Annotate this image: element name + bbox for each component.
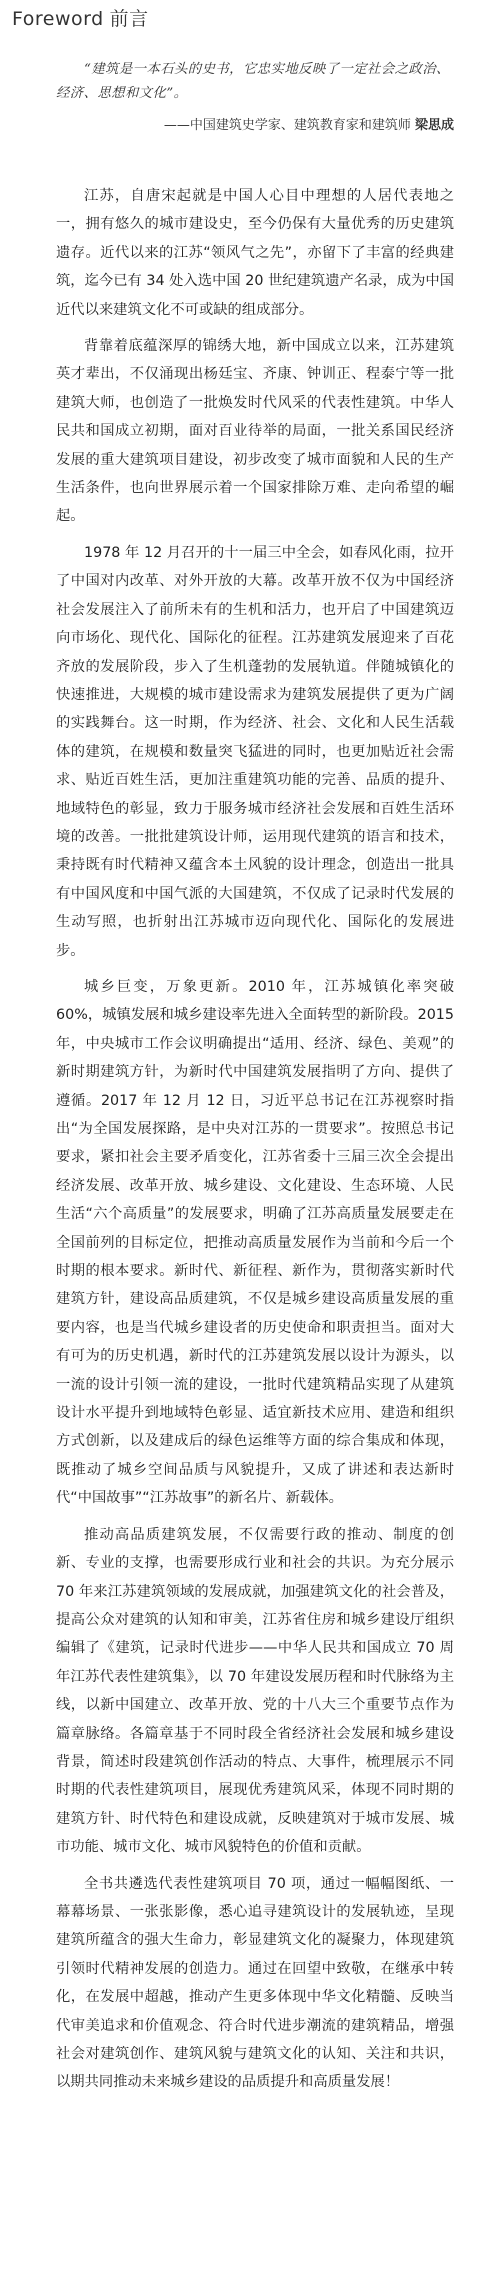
paragraph-6: 全书共遴选代表性建筑项目 70 项，通过一幅幅图纸、一幕幕场景、一张张影像，悉心追寻建筑设计的发展轨迹，呈现建筑所蕴含的强大生命力，彰显建筑文化的凝聚力，体现建筑引领时代精神发展的创造力。通过在回望中致敬，在继承中转化，在发展中超越，推动产生更多体现中华文化精髓、反映当代审美追求和价值观念、符合时代进步潮流的建筑精品，增强社会对建筑创作、建筑风貌与建筑文化的认知、关注和共识，以期共同推动未来城乡建设的品质提升和高质量发展！	[56, 1875, 454, 2091]
foreword-body	[56, 182, 454, 2105]
attribution-description: ——中国建筑史学家、建筑教育家和建筑师	[163, 118, 411, 133]
paragraph-3: 1978 年 12 月召开的十一届三中全会，如春风化雨，拉开了中国对内改革、对外开放的大幕。改革开放不仅为中国经济社会发展注入了前所未有的生机和活力，也开启了中国建筑迈向市场化、现代化、国际化的征程。江苏建筑发展迎来了百花齐放的发展阶段，步入了生机蓬勃的发展轨道。伴随城镇化的快速推进，大规模的城市建设需求为建筑发展提供了更为广阔的实践舞台。这一时期，作为经济、社会、文化和人民生活载体的建筑，在规模和数量突飞猛进的同时，也更加贴近社会需求、贴近百姓生活，更加注重建筑功能的完善、品质的提升、地域特色的彰显，致力于服务城市经济社会发展和百姓生活环境的改善。一批批建筑设计师，运用现代建筑的语言和技术，秉持既有时代精神又蕴含本土风貌的设计理念，创造出一批具有中国风度和中国气派的大国建筑，不仅成了记录时代发展的生动写照，也折射出江苏城市迈向现代化、国际化的发展进步。	[56, 544, 454, 959]
paragraph-5: 推动高品质建筑发展，不仅需要行政的推动、制度的创新、专业的支撑，也需要形成行业和社会的共识。为充分展示 70 年来江苏建筑领域的发展成就，加强建筑文化的社会普及，提高公众对建筑的认知和审美，江苏省住房和城乡建设厅组织编辑了《建筑，记录时代进步——中华人民共和国成立 70 周年江苏代表性建筑集》，以 70 年建设发展历程和时代脉络为主线，以新中国建立、改革开放、党的十八大三个重要节点作为篇章脉络。各篇章基于不同时段全省经济社会发展和城乡建设背景，简述时段建筑创作活动的特点、大事件，梳理展示不同时期的代表性建筑项目，展现优秀建筑风采，体现不同时期的建筑方针、时代特色和建设成就，反映建筑对于城市发展、城市功能、城市文化、城市风貌特色的价值和贡献。	[56, 1526, 454, 1856]
epigraph-quote: “建筑是一本石头的史书，它忠实地反映了一定社会之政治、经济、思想和文化”。	[56, 62, 450, 101]
epigraph-attribution	[164, 116, 454, 136]
page-title	[12, 6, 149, 32]
title-chinese: 前言	[109, 8, 149, 30]
paragraph-2: 背靠着底蕴深厚的锦绣大地，新中国成立以来，江苏建筑英才辈出，不仅涌现出杨廷宝、齐康、钟训正、程泰宁等一批建筑大师，也创造了一批焕发时代风采的代表性建筑。中华人民共和国成立初期，面对百业待举的局面，一批关系国民经济发展的重大建筑项目建设，初步改变了城市面貌和人民的生产生活条件，也向世界展示着一个国家排除万难、走向希望的崛起。	[56, 338, 454, 525]
paragraph-4: 城乡巨变，万象更新。2010 年，江苏城镇化率突破 60%，城镇发展和城乡建设率先进入全面转型的新阶段。2015 年，中央城市工作会议明确提出“适用、经济、绿色、美观”的新时期建筑方针，为新时代中国建筑发展指明了方向、提供了遵循。2017 年 12 月 12 日，习近平总书记在江苏视察时指出“为全国发展探路，是中央对江苏的一贯要求”。按照总书记要求，紧扣社会主要矛盾变化，江苏省委十三届三次全会提出经济发展、改革开放、城乡建设、文化建设、生态环境、人民生活“六个高质量”的发展要求，明确了江苏高质量发展要走在全国前列的目标定位，把推动高质量发展作为当前和今后一个时期的根本要求。新时代、新征程、新作为，贯彻落实新时代建筑方针，建设高品质建筑，不仅是城乡建设高质量发展的重要内容，也是当代城乡建设者的历史使命和职责担当。面对大有可为的历史机遇，新时代的江苏建筑发展以设计为源头，以一流的设计引领一流的建设，一批时代建筑精品实现了从建筑设计水平提升到地域特色彰显、适宜新技术应用、建造和组织方式创新，以及建成后的绿色运维等方面的综合集成和体现，既推动了城乡空间品质与风貌提升，又成了讲述和表达新时代“中国故事”“江苏故事”的新名片、新载体。	[56, 978, 454, 1507]
title-english: Foreword	[12, 8, 104, 30]
paragraph-1: 江苏，自唐宋起就是中国人心目中理想的人居代表地之一，拥有悠久的城市建设史，至今仍保有大量优秀的历史建筑遗存。近代以来的江苏“领风气之先”，亦留下了丰富的经典建筑，迄今已有 34 处入选中国 20 世纪建筑遗产名录，成为中国近代以来建筑文化不可或缺的组成部分。	[56, 188, 454, 318]
attribution-name: 梁思成	[414, 118, 454, 133]
